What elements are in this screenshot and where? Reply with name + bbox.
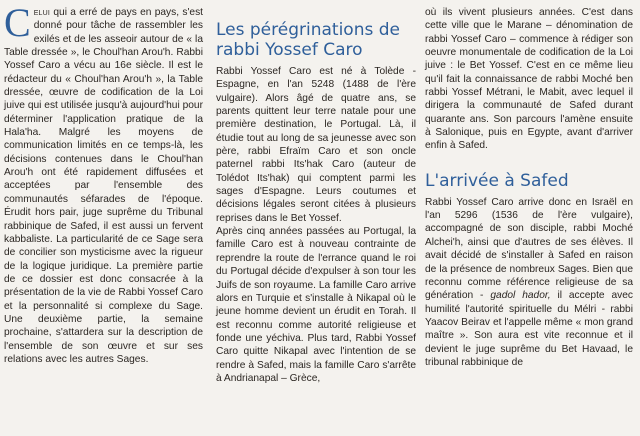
- column-biography: [216, 6, 416, 385]
- paragraph-portugal: Après cinq années passées au Portugal, la famille Caro est à nouveau contrainte de reprendre la route de l'errance quand le roi du Portugal décide d'expulser à son tour les Juifs de son royaume. La famille Caro arrive alors en Turquie et s'installe à Nikapal où le jeune homme devient un érudit en Torah. Il est reconnu comme autorité religieuse et fonde une yéchiva. Plus tard, Rabbi Yossef Caro quitte Nikapal avec l'intention de se rendre à Safed, mais la famille Caro s'arrête à Andrianapal – Grèce,: [216, 226, 416, 384]
- drop-cap: C: [4, 0, 31, 45]
- intro-paragraph: [4, 0, 203, 366]
- gadol-hador-term: gadol hador,: [490, 290, 551, 302]
- column-safed: [425, 6, 633, 369]
- section-heading-safed: L'arrivée à Safed: [425, 170, 569, 191]
- section-heading-peregrinations: Les pérégrinations de rabbi Yossef Caro: [216, 20, 400, 60]
- paragraph-andrianapal: où ils vivent plusieurs années. C'est dans cette ville que le Marane – dénomination de rabbi Yossef Caro – commence à rédiger son oeuvre monumentale de codification de la Loi juive : le Bet Yossef. C'est en ce même lieu qu'il fait la connaissance de rabbi Moché ben rabbi Yossef Métrani, le Mabit, avec lequel il dirigera la communauté de Safed durant quarante ans. Son parcours l'amène ensuite à Salonique, puis en Egypte, avant d'arriver enfin à Safed.: [425, 7, 633, 152]
- paragraph-arrival: [425, 196, 633, 369]
- arrival-text-end: il accepte avec humilité l'autorité spirituelle du Mélri - rabbi Yaacov Beirav et l'appelle même « mon grand maître ». Son aura est vite reconnue et il devient le juge suprême du Bet Havaad, le tribunal rabbinique de: [425, 290, 634, 368]
- paragraph-birth: Rabbi Yossef Caro est né à Tolède - Espagne, en l'an 5248 (1488 de l'ère vulgaire). Alors âgé de quatre ans, se parents quittent leur terre natale pour une première destination, le Portugal. Là, il étudie tout au long de sa jeunesse avec son père, rabbi Efraïm Caro et son oncle paternel rabbi Its'hak Caro (auteur de Tolédot Its'hak) qui comptent parmi les sages d'Espagne. Leurs coutumes et décisions légales seront citées à plusieurs reprises dans le Bet Yossef.: [216, 66, 416, 224]
- intro-text: qui a erré de pays en pays, s'est donné pour tâche de rassembler les exilés et de les asseoir autour de « la Table dressée », le Choul'han Arou'h. Rabbi Yossef Caro a vécu au 16e siècle. Il est le rédacteur du « Choul'han Arou'h », la Table dressée, œuvre de codification de la Loi juive qui est utilisée jusqu'à aujourd'hui pour déterminer l'application pratique de la Hala'ha. Malgré les moyens de communication limités en ce temps-là, les décisions contenues dans le Choul'han Arou'h ont été rapidement diffusées et acceptées par l'ensemble des communautés séfarades de l'époque. Érudit hors pair, juge suprême du Tribunal rabbinique de Safed, il est aussi un fervent kabbaliste. La particularité de ce Sage sera de concilier son mysticisme avec la rigueur de la logique juridique. La première partie de ce dossier est donc consacrée à la présentation de la vie de Rabbi Yossef Caro et la personnalité si complexe du Sage. Une deuxième partie, la semaine prochaine, s'attardera sur la description de l'ensemble de son œuvre et sur ses relations avec les autres Sages.: [4, 7, 203, 365]
- arrival-text-start: Rabbi Yossef Caro arrive donc en Israël en l'an 5296 (1536 de l'ère vulgaire), accompagné de son disciple, rabbi Moché Alchei'h, ainsi que d'autres de ses élèves. Il avait décidé de s'installer à Safed en raison de la présence de nombreux Sages. Bien que reconnu comme référence religieuse de sa génération -: [425, 196, 633, 302]
- column-intro: [4, 0, 203, 366]
- intro-lead-smallcaps: elui: [33, 7, 51, 18]
